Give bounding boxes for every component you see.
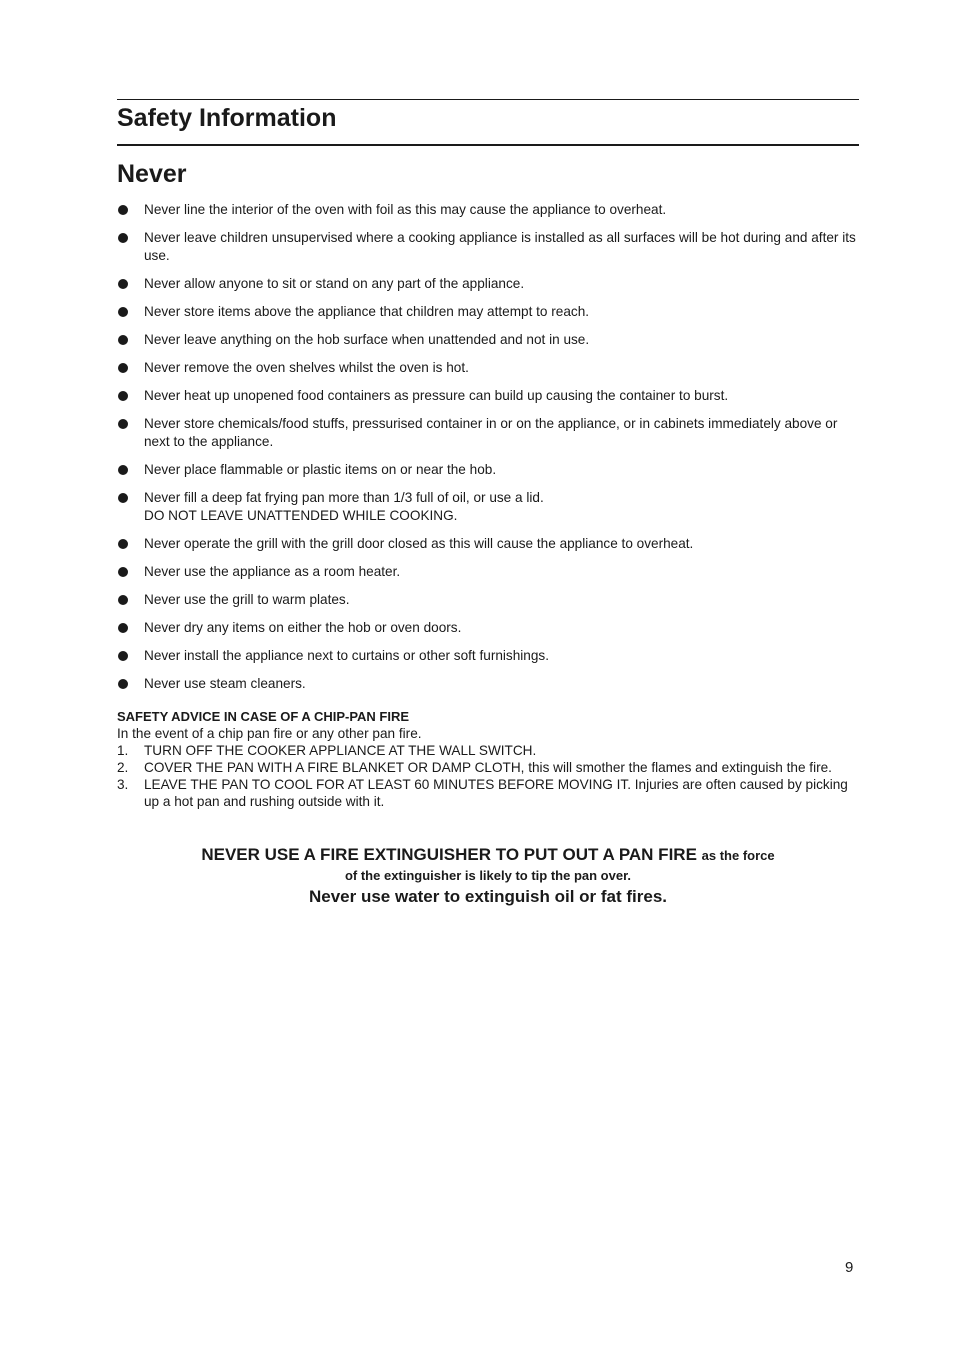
never-list-item — [117, 201, 859, 219]
never-list-item — [117, 647, 859, 665]
bullet-icon — [118, 465, 128, 475]
never-list-item — [117, 591, 859, 609]
never-list-item — [117, 489, 859, 525]
bullet-icon — [118, 279, 128, 289]
never-item-text: Never line the interior of the oven with foil as this may cause the appliance to overheat. — [144, 202, 667, 217]
page-number: 9 — [845, 1259, 854, 1276]
never-list — [117, 201, 859, 703]
never-list-item — [117, 619, 859, 637]
never-list-item — [117, 563, 859, 581]
bullet-icon — [118, 651, 128, 661]
bullet-icon — [118, 363, 128, 373]
never-item-text: Never place flammable or plastic items on or near the hob. — [144, 462, 497, 477]
bullet-icon — [118, 391, 128, 401]
advice-steps — [117, 742, 859, 810]
never-item-text: Never install the appliance next to curtains or other soft furnishings. — [144, 648, 550, 663]
header-bottom-rule — [117, 144, 859, 146]
never-list-item — [117, 461, 859, 479]
warning-line-2: of the extinguisher is likely to tip the pan over. — [344, 868, 632, 883]
never-list-item — [117, 275, 859, 293]
pan-fire-warning — [117, 844, 859, 909]
never-item-text: Never fill a deep fat frying pan more than 1/3 full of oil, or use a lid. — [144, 490, 544, 505]
bullet-icon — [118, 335, 128, 345]
never-list-item — [117, 229, 859, 265]
never-list-item — [117, 303, 859, 321]
advice-step-number: 3. — [117, 777, 129, 792]
never-item-text: Never use the grill to warm plates. — [144, 592, 350, 607]
never-list-item — [117, 415, 859, 451]
header-top-rule — [117, 99, 859, 100]
never-item-text: Never remove the oven shelves whilst the oven is hot. — [144, 360, 469, 375]
never-list-item — [117, 359, 859, 377]
bullet-icon — [118, 539, 128, 549]
advice-step — [117, 742, 859, 759]
advice-step-text: TURN OFF THE COOKER APPLIANCE AT THE WALL SWITCH. — [144, 743, 537, 758]
advice-step-number: 2. — [117, 760, 129, 775]
advice-step-number: 1. — [117, 743, 129, 758]
bullet-icon — [118, 595, 128, 605]
warning-main: NEVER USE A FIRE EXTINGUISHER TO PUT OUT A PAN FIRE — [201, 845, 697, 864]
bullet-icon — [118, 679, 128, 689]
never-item-text: Never store chemicals/food stuffs, pressurised container in or on the appliance, or in cabinets immediately above or next to the appliance. — [144, 416, 838, 449]
never-heading: Never — [117, 160, 187, 188]
advice-heading: SAFETY ADVICE IN CASE OF A CHIP-PAN FIRE — [117, 709, 410, 724]
warning-line-3: Never use water to extinguish oil or fat fires. — [308, 887, 668, 906]
section-title: Safety Information — [117, 104, 337, 132]
never-item-text: Never allow anyone to sit or stand on any part of the appliance. — [144, 276, 525, 291]
never-item-text: Never heat up unopened food containers as pressure can build up causing the container to burst. — [144, 388, 729, 403]
advice-step — [117, 776, 859, 810]
never-item-text: Never use the appliance as a room heater. — [144, 564, 401, 579]
chip-pan-fire-advice — [117, 708, 859, 810]
bullet-icon — [118, 623, 128, 633]
advice-intro: In the event of a chip pan fire or any other pan fire. — [117, 726, 422, 741]
never-item-text: Never dry any items on either the hob or oven doors. — [144, 620, 462, 635]
never-item-text: Never operate the grill with the grill door closed as this will cause the appliance to overheat. — [144, 536, 694, 551]
warning-tail: as the force — [701, 848, 775, 863]
advice-step-text: COVER THE PAN WITH A FIRE BLANKET OR DAMP CLOTH, this will smother the flames and extinguish the fire. — [144, 760, 832, 775]
never-list-item — [117, 387, 859, 405]
never-list-item — [117, 535, 859, 553]
never-item-text: Never leave anything on the hob surface when unattended and not in use. — [144, 332, 590, 347]
advice-step — [117, 759, 859, 776]
bullet-icon — [118, 205, 128, 215]
never-item-text: Never use steam cleaners. — [144, 676, 306, 691]
bullet-icon — [118, 233, 128, 243]
never-list-item — [117, 675, 859, 693]
never-item-text: Never store items above the appliance that children may attempt to reach. — [144, 304, 590, 319]
warning-line-1 — [117, 844, 859, 867]
never-item-text: Never leave children unsupervised where a cooking appliance is installed as all surfaces will be hot during and after its use. — [144, 230, 856, 263]
never-item-note: DO NOT LEAVE UNATTENDED WHILE COOKING. — [144, 508, 458, 523]
never-list-item — [117, 331, 859, 349]
bullet-icon — [118, 567, 128, 577]
bullet-icon — [118, 419, 128, 429]
bullet-icon — [118, 493, 128, 503]
bullet-icon — [118, 307, 128, 317]
advice-step-text: LEAVE THE PAN TO COOL FOR AT LEAST 60 MINUTES BEFORE MOVING IT. Injuries are often caused by picking up a hot pan and rushing outside with it. — [144, 777, 848, 809]
